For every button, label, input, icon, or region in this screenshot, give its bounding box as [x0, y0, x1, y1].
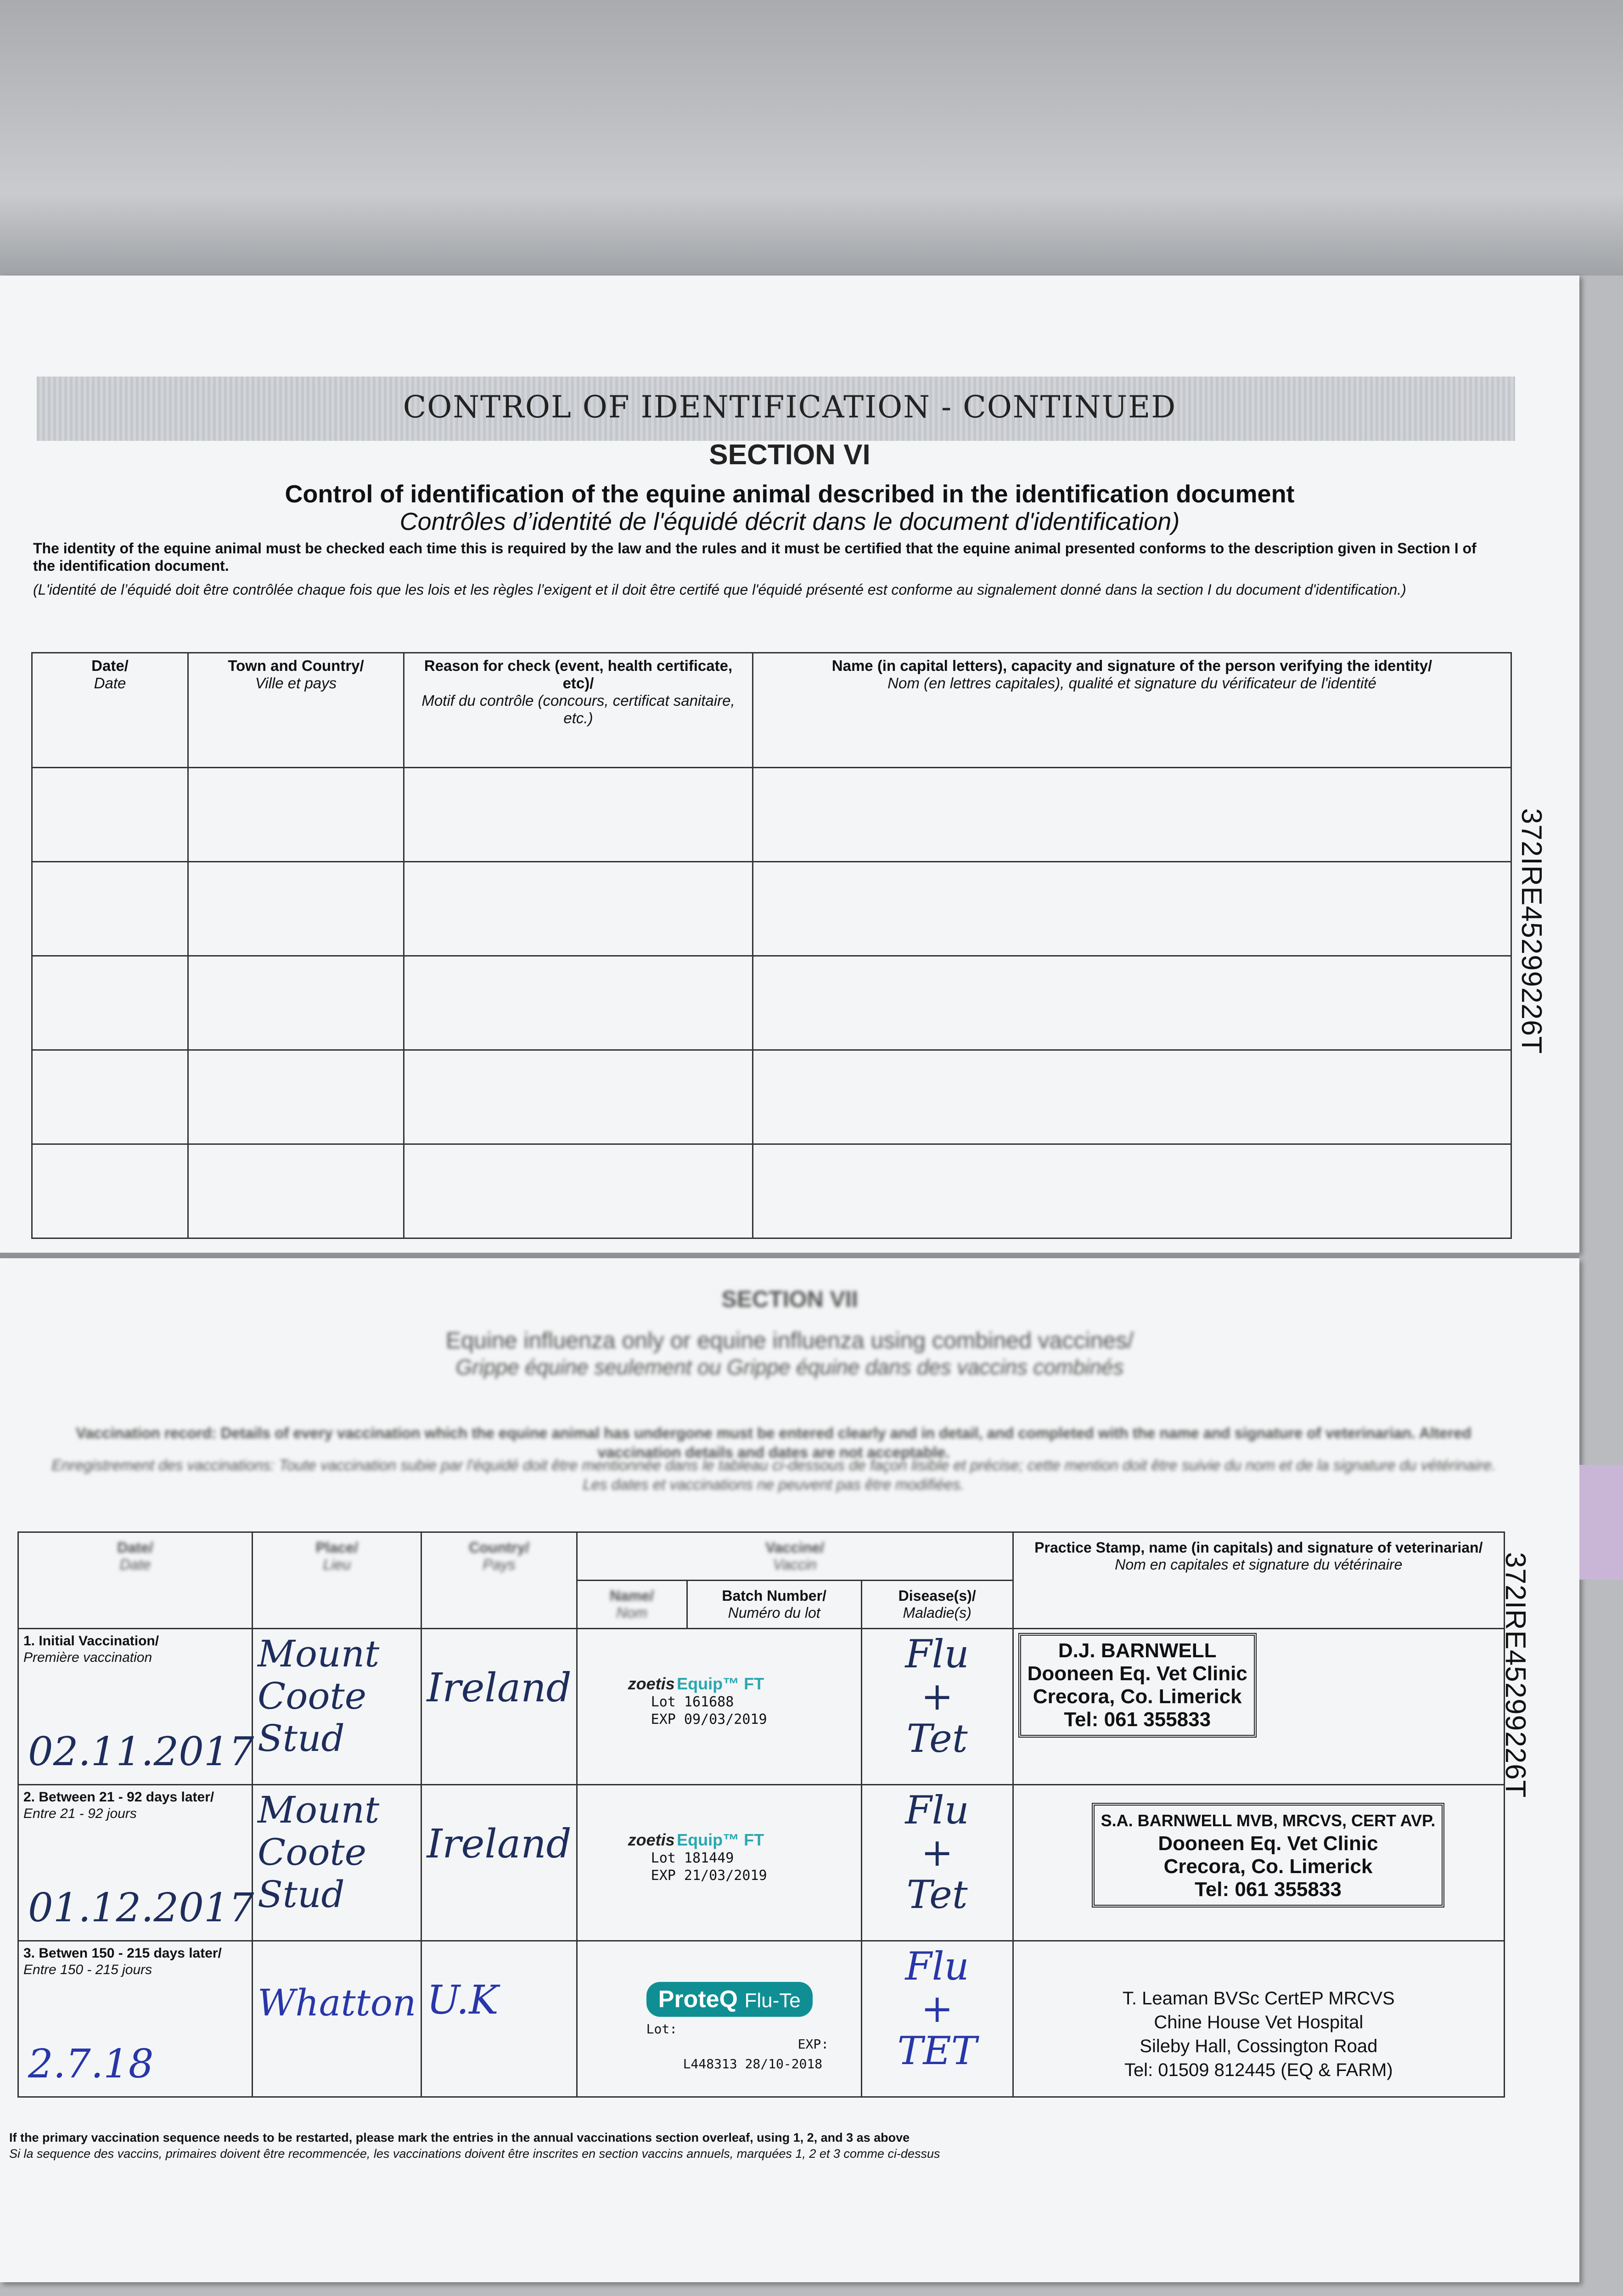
table-row: [32, 1050, 1511, 1144]
disease-text: Flu + TET: [897, 1944, 977, 2073]
header-disease: Disease(s)/ Maladie(s): [861, 1581, 1013, 1629]
vaccine-sticker: [628, 1674, 856, 1728]
vaccine-lot: Lot 181449: [651, 1850, 734, 1866]
vet-stamp: S.A. BARNWELL MVB, MRCVS, CERT AVP. Dooneen Eq. Vet Clinic Crecora, Co. Limerick Tel: 061 355833: [1092, 1803, 1445, 1908]
vaccine-brand: zoetis: [628, 1830, 675, 1849]
place-cell: [253, 1941, 421, 2097]
header-verifier: Name (in capital letters), capacity and signature of the person verifying the identity/ Nom (en lettres capitales), qualité et signature du vérificateur de l'identité: [753, 653, 1511, 768]
footer-note-en: If the primary vaccination sequence needs to be restarted, please mark the entries in the annual vaccinations section overleaf, using 1, 2, and 3 as above: [9, 2131, 910, 2144]
country-cell: [421, 1941, 577, 2097]
vaccine-brand-badge: [646, 1982, 813, 2017]
vaccination-place: Mount Coote Stud: [258, 1789, 380, 1916]
section-number: SECTION VI: [709, 439, 870, 471]
side-id-bottom: 372IRE45299226T: [1499, 1552, 1531, 1798]
heading-french: Contrôles d’identité de l'équidé décrit dans le document d'identification): [399, 508, 1180, 535]
vaccine-sticker: [628, 1830, 856, 1885]
footer-note-fr: Si la sequence des vaccins, primaires doivent être recommencée, les vaccinations doivent être inscrites en section vaccins annuels, marquées 1, 2 et 3 comme ci-dessus: [9, 2147, 940, 2161]
row-label: 1. Initial Vaccination/ Première vaccination: [23, 1633, 159, 1665]
vaccine-expiry: EXP 09/03/2019: [651, 1711, 767, 1728]
header-place: Place/ Lieu: [253, 1532, 421, 1629]
stamp-cell: [1013, 1785, 1504, 1941]
vaccine-expiry: EXP 21/03/2019: [651, 1868, 767, 1884]
section-title: CONTROL OF IDENTIFICATION - CONTINUED: [403, 389, 1177, 425]
vaccine-lot-line: Lot: EXP:: [646, 2021, 829, 2052]
intro-english: The identity of the equine animal must be checked each time this is required by the law and the rules and it must be certified that the equine animal presented conforms to the description given in Section I of the identification document.: [33, 540, 1477, 574]
row-date-cell: [18, 1629, 253, 1785]
row-label: 2. Between 21 - 92 days later/ Entre 21 - 92 jours: [23, 1790, 214, 1821]
vaccine-lot: Lot 161688: [651, 1694, 734, 1710]
header-vaccine: Vaccine/ Vaccin: [577, 1532, 1013, 1581]
row-date-cell: [18, 1941, 253, 2097]
country-cell: [421, 1785, 577, 1941]
vaccine-brand: ProteQ: [658, 1986, 738, 2013]
vet-stamp: T. Leaman BVSc CertEP MRCVS Chine House Vet Hospital Sileby Hall, Cossington Road Tel: 01509 812445 (EQ & FARM): [1122, 1988, 1395, 2080]
table-header-row: [32, 653, 1511, 768]
vaccination-row: [18, 1941, 1505, 2097]
vaccine-product: Flu-Te: [744, 1989, 801, 2012]
vaccine-label-cell: [577, 1941, 861, 2097]
vaccination-date: 2.7.18: [28, 2041, 154, 2087]
stamp-cell: [1013, 1941, 1504, 2097]
header-town-country: Town and Country/ Ville et pays: [188, 653, 404, 768]
vaccination-note-en: Vaccination record: Details of every vaccination which the equine animal has undergone must be entered clearly and in detail, and completed with the name and signature of veterinarian. Altered vaccination details and dates are not acceptable.: [76, 1424, 1471, 1461]
vaccine-lot-values: L448313 28/10-2018: [683, 2056, 823, 2071]
vaccination-header-row: [18, 1532, 1505, 1581]
heading-english: Control of identification of the equine animal described in the identification document: [285, 480, 1295, 508]
disease-cell: [861, 1941, 1013, 2097]
disease-cell: [861, 1785, 1013, 1941]
background-sleeve: [0, 0, 1623, 276]
side-id-top: 372IRE45299226T: [1516, 808, 1547, 1054]
vaccination-date: 02.11.2017: [28, 1729, 254, 1775]
vaccination-row: [18, 1785, 1505, 1941]
vaccine-label-cell: [577, 1785, 861, 1941]
vaccination-date: 01.12.2017: [28, 1885, 254, 1931]
vaccination-table: [17, 1531, 1505, 2098]
table-row: [32, 1144, 1511, 1238]
table-row: [32, 862, 1511, 956]
place-cell: [253, 1785, 421, 1941]
header-batch: Batch Number/ Numéro du lot: [687, 1581, 861, 1629]
vaccine-product: Equip™ FT: [677, 1830, 764, 1849]
vaccination-country: Ireland: [427, 1665, 572, 1711]
header-country: Country/ Pays: [421, 1532, 577, 1629]
vaccine-label-cell: [577, 1629, 861, 1785]
header-date: Date/ Date: [18, 1532, 253, 1629]
page-tab: [1579, 1465, 1623, 1580]
place-cell: [253, 1629, 421, 1785]
header-stamp: Practice Stamp, name (in capitals) and signature of veterinarian/ Nom en capitales et signature du vétérinaire: [1013, 1532, 1504, 1629]
vet-stamp: D.J. BARNWELL Dooneen Eq. Vet Clinic Crecora, Co. Limerick Tel: 061 355833: [1018, 1633, 1257, 1738]
country-cell: [421, 1629, 577, 1785]
vaccine-sticker: [646, 1982, 856, 2071]
table-row: [32, 956, 1511, 1050]
vaccination-note-fr: Enregistrement des vaccinations: Toute vaccination subie par l'équidé doit être mentionnée dans le tableau ci-dessous de façon lisible et précise; cette mention doit être suivie du nom et de la signature du vétérinaire. Les dates et vaccinations ne peuvent pas être modifiées.: [51, 1457, 1496, 1493]
disease-cell: [861, 1629, 1013, 1785]
vaccine-product: Equip™ FT: [677, 1674, 764, 1693]
row-date-cell: [18, 1785, 253, 1941]
vaccination-place: Whatton: [258, 1981, 416, 2024]
vaccination-place: Mount Coote Stud: [258, 1632, 380, 1760]
section-vii-heading-fr: Grippe équine seulement ou Grippe équine dans des vaccins combinés: [455, 1355, 1124, 1379]
vaccine-brand: zoetis: [628, 1674, 675, 1693]
vaccination-country: Ireland: [427, 1821, 572, 1867]
vaccination-country: U.K: [427, 1977, 499, 2023]
row-label: 3. Betwen 150 - 215 days later/ Entre 150 - 215 jours: [23, 1946, 222, 1977]
intro-french: (L'identité de l’équidé doit être contrôlée chaque fois que les lois et les règles l’exigent et il doit être certifé que l'équidé présenté est conforme au signalement donné dans la section I du document d'identification.): [33, 581, 1406, 598]
header-reason: Reason for check (event, health certificate, etc)/ Motif du contrôle (concours, certificat sanitaire, etc.): [404, 653, 753, 768]
section-vii-number: SECTION VII: [721, 1286, 858, 1312]
header-date: Date/ Date: [32, 653, 188, 768]
section-vii-heading-en: Equine influenza only or equine influenza using combined vaccines/: [445, 1328, 1134, 1353]
vaccination-row: [18, 1629, 1505, 1785]
table-row: [32, 768, 1511, 862]
identification-check-table: [31, 652, 1512, 1239]
stamp-cell: [1013, 1629, 1504, 1785]
header-vaccine-name: Name/ Nom: [577, 1581, 687, 1629]
disease-text: Flu + Tet: [905, 1632, 969, 1761]
disease-text: Flu + Tet: [905, 1788, 969, 1917]
